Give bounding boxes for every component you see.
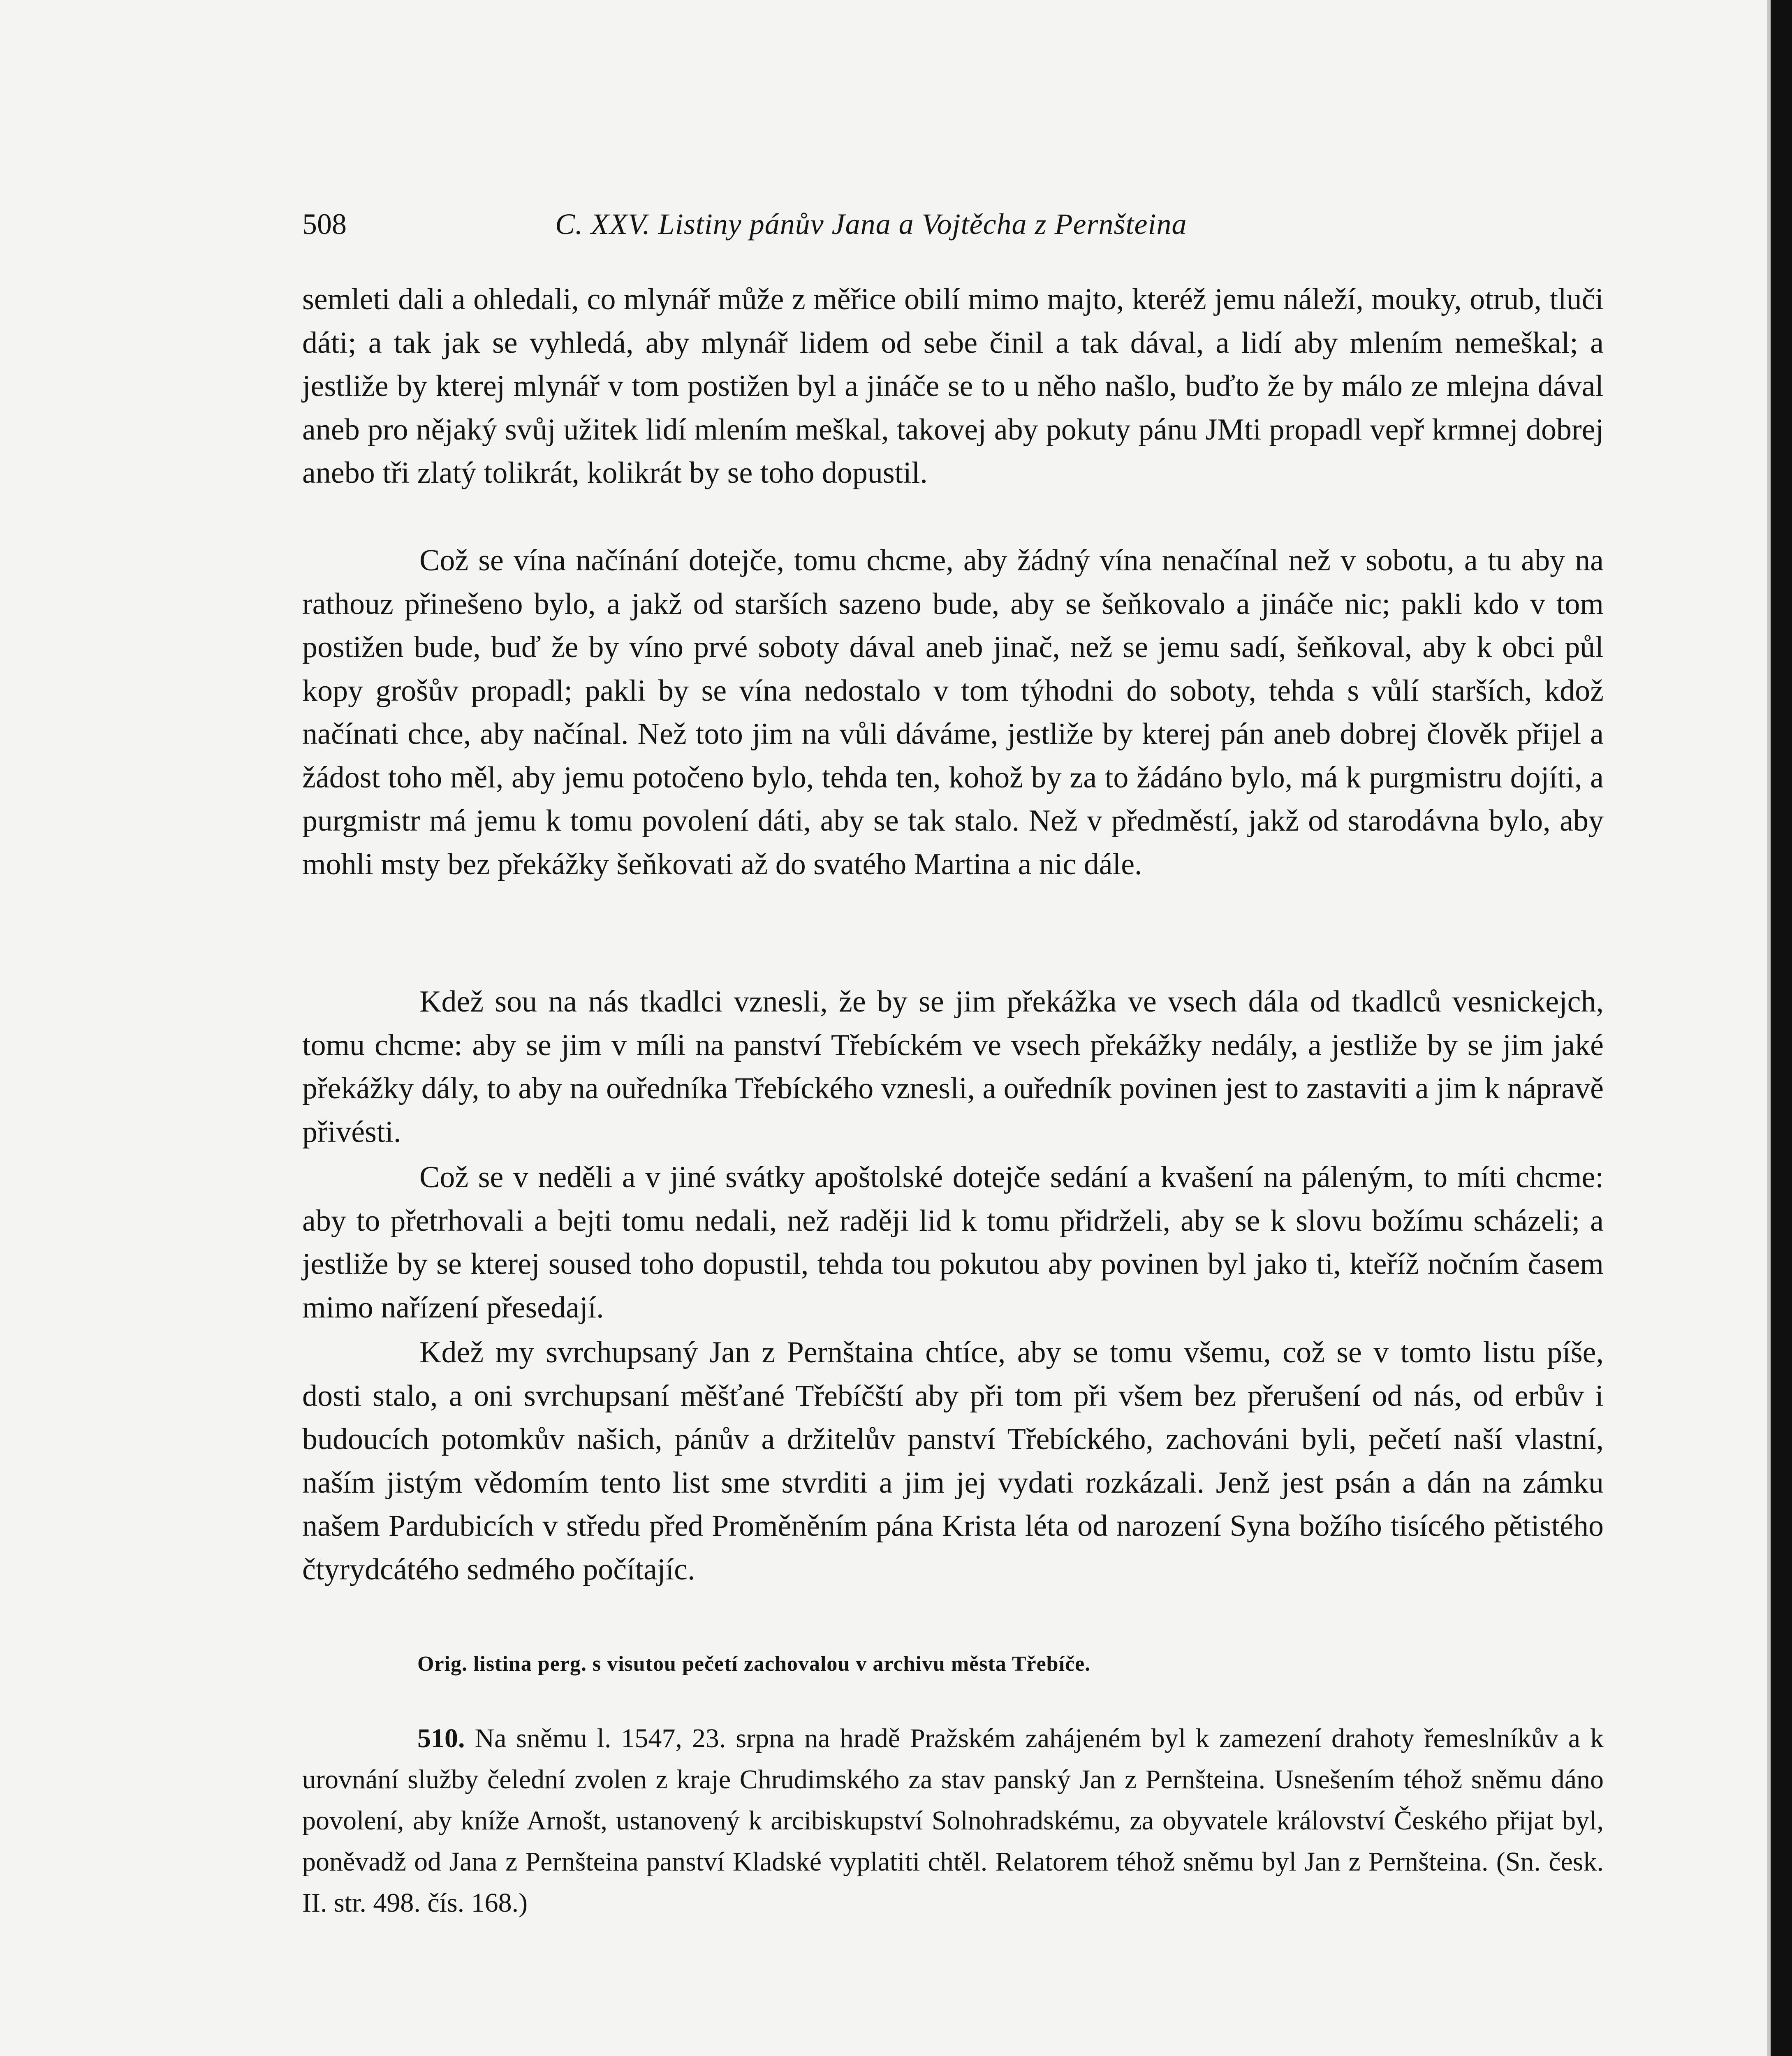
paragraph-sundays: Což se v neděli a v jiné svátky apoštolské dotejče sedání a kvašení na páleným, to míti chcme: aby to přetrhovali a bejti tomu nedali, než raději lid k tomu přidrželi, aby se k slovu božímu scházeli; a jestliže by se kterej soused toho dopustil, tehda tou pokutou aby povinen byl jako ti, kteříž nočním časem mimo nařízení přesedají.: [302, 1160, 1604, 1324]
page-number: 508: [302, 208, 347, 241]
running-head: [302, 204, 1334, 245]
scan-edge-border: [1771, 0, 1792, 2056]
source-note: Orig. listina perg. s visutou pečetí zachovalou v archivu města Třebíče.: [417, 1652, 1091, 1676]
scan-edge-shadow: [1767, 0, 1771, 2056]
paragraph-closing: Kdež my svrchupsaný Jan z Pernštaina chtíce, aby se tomu všemu, což se v tomto listu píše, dosti stalo, a oni svrchupsaní měšťané Třebíčští aby při tom při všem bez přerušení od nás, od erbův i budoucích potomkův našich, pánův a držitelův panství Třebíckého, zachováni byli, pečetí naší vlastní, naším jistým vědomím tento list sme stvrditi a jim jej vydati rozkázali. Jenž jest psán a dán na zámku našem Pardubicích v středu před Proměněním pána Krista léta od narození Syna božího tisícého pětistého čtyrydcátého sedmého počítajíc.: [302, 1336, 1604, 1586]
entry-number: 510.: [417, 1723, 465, 1753]
header-title: C. XXV. Listiny pánův Jana a Vojtěcha z Pernšteina: [555, 208, 1187, 241]
entry-510: [302, 1718, 1604, 1924]
paragraph-weavers: Kdež sou na nás tkadlci vznesli, že by se jim překážka ve vsech dála od tkadlců vesnickejch, tomu chcme: aby se jim v míli na panství Třebíckém ve vsech překážky nedály, a jestliže by se jim jaké překážky dály, to aby na ouředníka Třebíckého vznesli, a ouředník povinen jest to zastaviti a jim k nápravě přivésti.: [302, 985, 1604, 1149]
paragraph-continuation: semleti dali a ohledali, co mlynář může z měřice obilí mimo majto, kteréž jemu náleží, mouky, otrub, tluči dáti; a tak jak se vyhledá, aby mlynář lidem od sebe činil a tak dával, a lidí aby mlením nemeškal; a jestliže by kterej mlynář v tom postižen byl a jináče se to u něho našlo, buďto že by málo ze mlejna dával aneb pro nějaký svůj užitek lidí mlením meškal, takovej aby pokuty pánu JMti propadl vepř krmnej dobrej anebo tři zlatý tolikrát, kolikrát by se toho dopustil.: [302, 282, 1604, 490]
entry-text: Na sněmu l. 1547, 23. srpna na hradě Pražském zahájeném byl k zamezení drahoty řemeslníkův a k urovnání služby čelední zvolen z kraje Chrudimského za stav panský Jan z Pernšteina. Usnešením téhož sněmu dáno povolení, aby kníže Arnošt, ustanovený k arcibiskupství Solnohradskému, za obyvatele království Českého přijat byl, poněvadž od Jana z Pernšteina panství Kladské vyplatiti chtěl. Relatorem téhož sněmu byl Jan z Pernšteina. (Sn. česk. II. str. 498. čís. 168.): [302, 1723, 1604, 1918]
paragraph-wine: Což se vína načínání dotejče, tomu chcme, aby žádný vína nenačínal než v sobotu, a tu aby na rathouz přinešeno bylo, a jakž od starších sazeno bude, aby se šeňkovalo a jináče nic; pakli kdo v tom postižen bude, buď že by víno prvé soboty dával aneb jinač, než se jemu sadí, šeňkoval, aby k obci půl kopy grošův propadl; pakli by se vína nedostalo v tom týhodni do soboty, tehda s vůlí starších, kdož načínati chce, aby načínal. Než toto jim na vůli dáváme, jestliže by kterej pán aneb dobrej člověk přijel a žádost toho měl, aby jemu potočeno bylo, tehda ten, kohož by za to žádáno bylo, má k purgmistru dojíti, a purgmistr má jemu k tomu povolení dáti, aby se tak stalo. Než v předměstí, jakž od starodávna bylo, aby mohli msty bez překážky šeňkovati až do svatého Martina a nic dále.: [302, 544, 1604, 881]
